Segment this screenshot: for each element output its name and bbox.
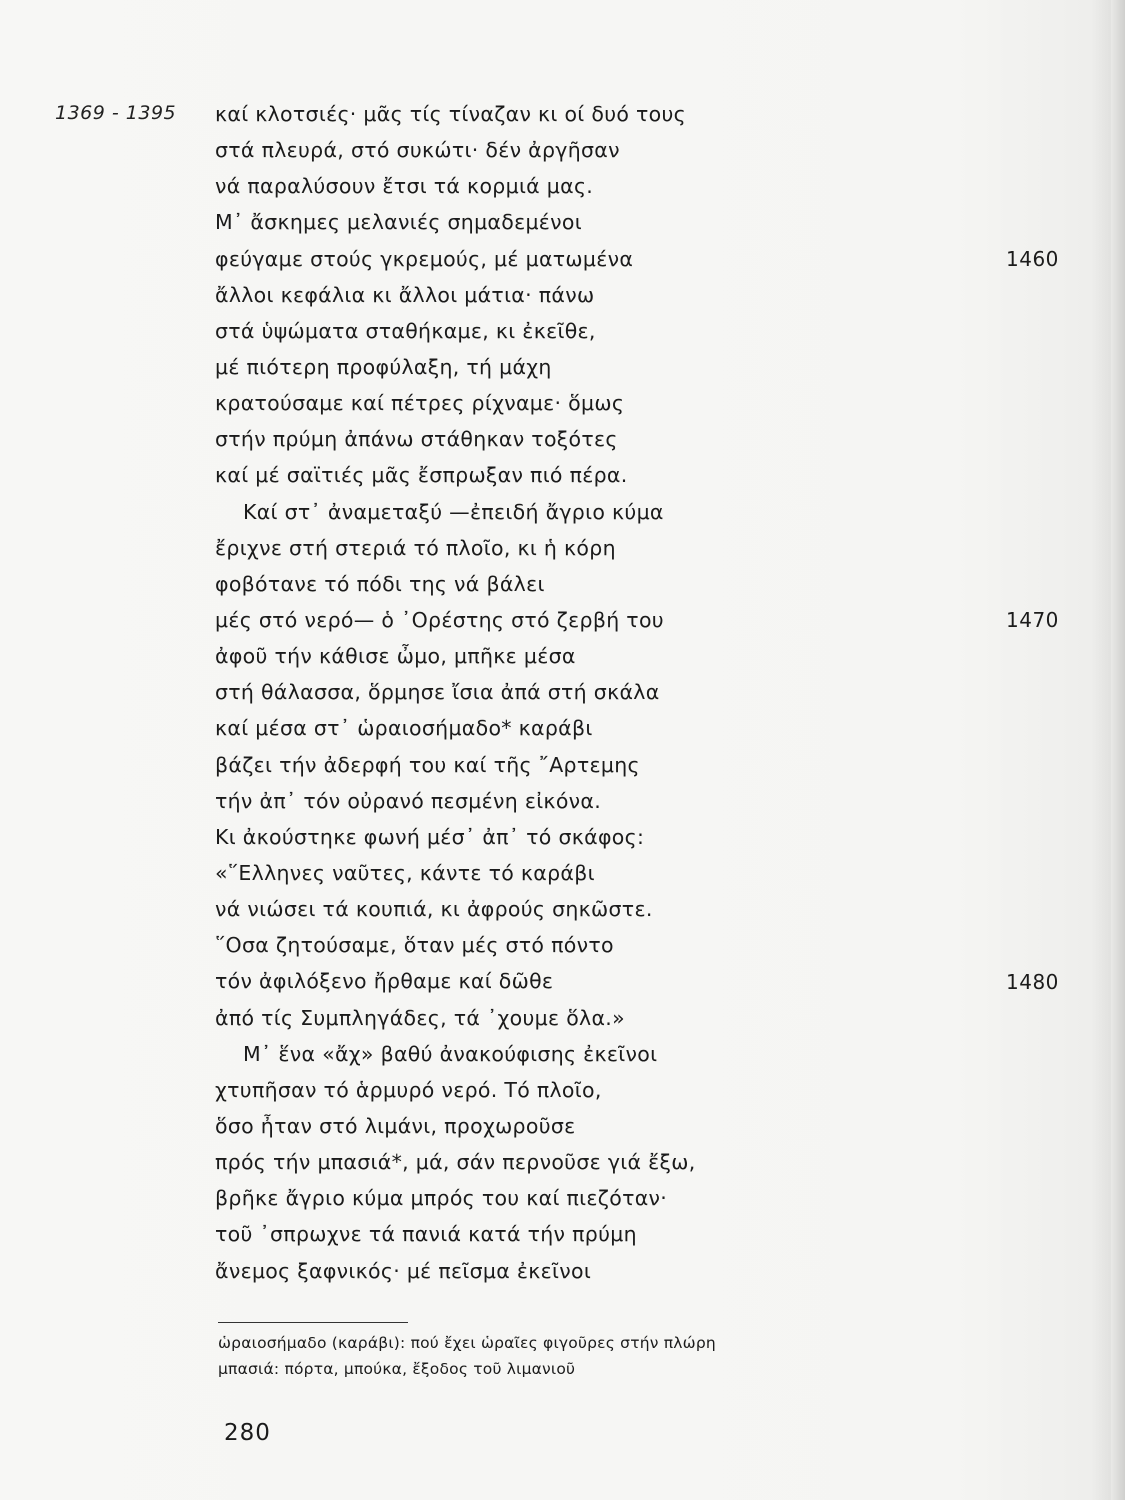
verse-line: φεύγαμε στούς γκρεμούς, μέ ματωμένα	[215, 246, 634, 271]
verse-line: ἄλλοι κεφάλια κι ἄλλοι μάτια· πάνω	[215, 282, 595, 307]
verse-line: φοβότανε τό πόδι της νά βάλει	[215, 571, 545, 596]
verse-line: «῞Ελληνες ναῦτες, κάντε τό καράβι	[215, 860, 595, 885]
verse-line: τήν ἀπ᾿ τόν οὐρανό πεσμένη εἰκόνα.	[215, 788, 602, 813]
line-number-marker: 1480	[1006, 969, 1059, 994]
verse-line: στήν πρύμη ἀπάνω στάθηκαν τοξότες	[215, 427, 618, 452]
verse-line: καί κλοτσιές· μᾶς τίς τίναζαν κι οί δυό τους	[215, 102, 686, 126]
verse-line: βρῆκε ἄγριο κύμα μπρός του καί πιεζόταν·	[215, 1186, 668, 1211]
verse-line: μέ πιότερη προφύλαξη, τή μάχη	[215, 354, 552, 379]
verse-line: ἔριχνε στή στεριά τό πλοῖο, κι ἡ κόρη	[215, 535, 616, 560]
poem-text	[215, 96, 696, 1289]
verse-line: κρατούσαμε καί πέτρες ρίχναμε· ὅμως	[215, 391, 625, 416]
verse-line: στά πλευρά, στό συκώτι· δέν ἀργῆσαν	[215, 138, 620, 163]
verse-line: πρός τήν μπασιά*, μά, σάν περνοῦσε γιά ἔξω,	[215, 1150, 696, 1175]
verse-line: ἄνεμος ξαφνικός· μέ πεῖσμα ἐκεῖνοι	[215, 1258, 592, 1283]
verse-line: ἀπό τίς Συμπληγάδες, τά ᾿χουμε ὅλα.»	[215, 1005, 625, 1030]
page-edge-shadow	[1111, 0, 1125, 1500]
line-range-label: 1369 - 1395	[55, 102, 177, 124]
verse-line: βάζει τήν ἀδερφή του καί τῆς ῎Αρτεμης	[215, 752, 640, 777]
verse-line: ἀφοῦ τήν κάθισε ὦμο, μπῆκε μέσα	[215, 644, 576, 669]
verse-line: στή θάλασσα, ὅρμησε ἴσια ἀπά στή σκάλα	[215, 680, 660, 705]
line-number-marker: 1470	[1006, 608, 1059, 633]
verse-line: ῞Οσα ζητούσαμε, ὅταν μές στό πόντο	[215, 933, 614, 958]
verse-line: τοῦ ᾿σπρωχνε τά πανιά κατά τήν πρύμη	[215, 1222, 637, 1247]
line-number-marker: 1460	[1006, 246, 1059, 271]
footnote-entry: μπασιά: πόρτα, μπούκα, ἔξοδος τοῦ λιμανιοῦ	[218, 1360, 576, 1378]
footnote-divider	[218, 1322, 408, 1323]
verse-line: Μ᾿ ἄσκημες μελανιές σημαδεμένοι	[215, 210, 583, 235]
verse-line: καί μέ σαϊτιές μᾶς ἔσπρωξαν πιό πέρα.	[215, 463, 628, 488]
verse-line: νά νιώσει τά κουπιά, κι ἀφρούς σηκῶστε.	[215, 897, 653, 922]
verse-line: μές στό νερό— ὁ ᾿Ορέστης στό ζερβή του	[215, 607, 664, 632]
verse-line: ὅσο ἦταν στό λιμάνι, προχωροῦσε	[215, 1113, 576, 1138]
verse-line: στά ὑψώματα σταθήκαμε, κι ἐκεῖθε,	[215, 318, 596, 343]
verse-line: τόν ἀφιλόξενο ἤρθαμε καί δῶθε	[215, 969, 554, 994]
verse-line: χτυπῆσαν τό ἁρμυρό νερό. Τό πλοῖο,	[215, 1077, 602, 1102]
page-number: 280	[224, 1420, 271, 1446]
footnote-entry: ὡραιοσήμαδο (καράβι): πού ἔχει ὡραῖες φιγοῦρες στήν πλώρη	[218, 1334, 716, 1352]
verse-line: Μ᾿ ἕνα «ἄχ» βαθύ ἀνακούφισης ἐκεῖνοι	[243, 1041, 658, 1066]
footnotes	[218, 1330, 716, 1382]
verse-line: Καί στ᾿ ἀναμεταξύ —ἐπειδή ἄγριο κύμα	[243, 499, 664, 524]
verse-line: καί μέσα στ᾿ ὡραιοσήμαδο* καράβι	[215, 716, 593, 741]
verse-line: Κι ἀκούστηκε φωνή μέσ᾿ ἀπ᾿ τό σκάφος:	[215, 824, 645, 849]
verse-line: νά παραλύσουν ἔτσι τά κορμιά μας.	[215, 174, 594, 199]
